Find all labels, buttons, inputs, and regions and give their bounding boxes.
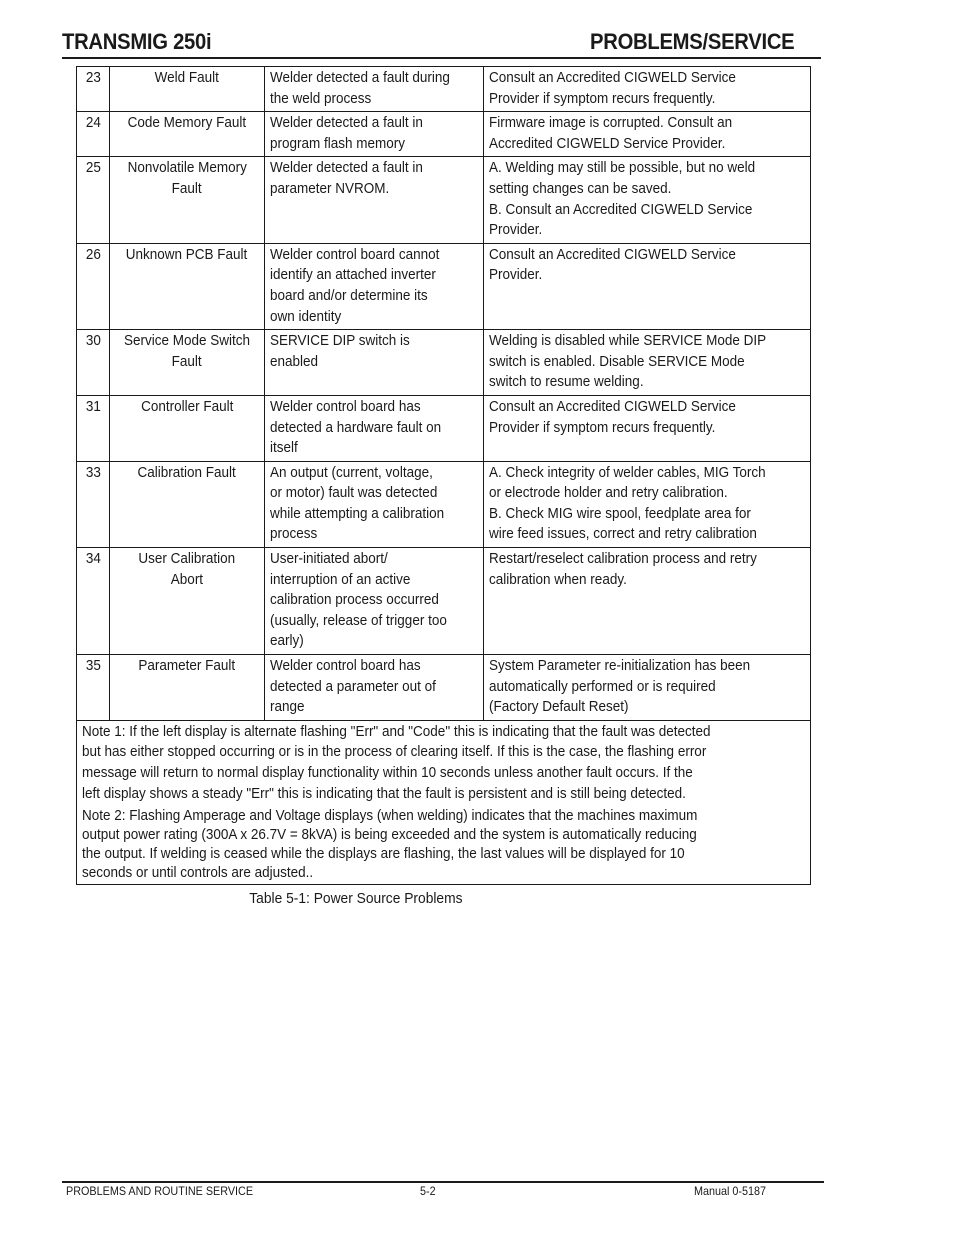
fault-name xyxy=(110,461,265,547)
fault-name xyxy=(110,157,265,243)
fault-table xyxy=(76,66,811,885)
fault-remedy-line: (Factory Default Reset) xyxy=(489,698,629,716)
fault-cause xyxy=(265,157,484,243)
notes-cell xyxy=(77,720,811,884)
fault-cause-line: detected a hardware fault on xyxy=(270,418,442,436)
fault-cause-line: own identity xyxy=(270,307,342,325)
fault-cause-line: User-initiated abort/ xyxy=(270,550,388,568)
note-2 xyxy=(82,806,805,882)
fault-name xyxy=(110,67,265,112)
fault-cause xyxy=(265,548,484,655)
table-row xyxy=(77,395,811,461)
fault-remedy-line: B. Consult an Accredited CIGWELD Service xyxy=(489,200,753,218)
fault-name-line: Abort xyxy=(170,570,204,588)
fault-cause-line: or motor) fault was detected xyxy=(270,484,438,502)
fault-name-line: Weld Fault xyxy=(154,69,220,86)
fault-name-line: Parameter Fault xyxy=(138,657,236,675)
fault-cause xyxy=(265,461,484,547)
fault-remedy-line: wire feed issues, correct and retry calibration xyxy=(489,525,757,543)
fault-remedy xyxy=(484,655,811,721)
fault-cause-line: while attempting a calibration xyxy=(270,504,445,522)
note-line: but has either stopped occurring or is in the process of clearing itself. If this is the case, the flashing error xyxy=(82,743,707,761)
fault-name xyxy=(110,395,265,461)
fault-remedy-line: Consult an Accredited CIGWELD Service xyxy=(489,397,736,415)
fault-code-line: 30 xyxy=(85,332,101,350)
fault-cause-line: early) xyxy=(270,632,304,650)
fault-remedy-line: Consult an Accredited CIGWELD Service xyxy=(489,245,736,263)
fault-remedy-line: switch to resume welding. xyxy=(489,373,644,391)
fault-remedy-line: switch is enabled. Disable SERVICE Mode xyxy=(489,352,745,370)
table-row xyxy=(77,461,811,547)
footer-manual-number: Manual 0-5187 xyxy=(694,1184,767,1198)
fault-cause-line: identify an attached inverter xyxy=(270,266,436,284)
fault-name-line: Code Memory Fault xyxy=(127,114,247,132)
fault-code xyxy=(77,461,110,547)
fault-remedy-line: or electrode holder and retry calibration. xyxy=(489,484,728,502)
fault-code-line: 34 xyxy=(85,550,101,568)
fault-remedy-line: calibration when ready. xyxy=(489,570,627,588)
fault-remedy-line: A. Check integrity of welder cables, MIG Torch xyxy=(489,463,766,481)
table-row xyxy=(77,112,811,157)
fault-name-line: Calibration Fault xyxy=(137,463,237,481)
fault-cause xyxy=(265,67,484,112)
fault-name-line: Unknown PCB Fault xyxy=(126,245,248,263)
table-row xyxy=(77,157,811,243)
footer-rule xyxy=(62,1181,824,1183)
note-line: left display shows a steady "Err" this is indicating that the fault is persistent and is still being detected. xyxy=(82,784,686,802)
fault-table-body xyxy=(77,67,811,721)
fault-remedy-line: Provider if symptom recurs frequently. xyxy=(489,89,716,107)
table-row xyxy=(77,243,811,329)
fault-cause-line: process xyxy=(270,525,318,543)
fault-name-line: Service Mode Switch xyxy=(123,332,251,350)
fault-remedy-line: Welding is disabled while SERVICE Mode DIP xyxy=(489,332,767,350)
fault-remedy-line: Restart/reselect calibration process and retry xyxy=(489,550,757,568)
fault-name xyxy=(110,330,265,396)
fault-remedy xyxy=(484,67,811,112)
table-caption: Table 5-1: Power Source Problems xyxy=(249,890,463,907)
notes-row xyxy=(77,720,811,884)
fault-cause-line: Welder control board has xyxy=(270,397,421,415)
fault-remedy xyxy=(484,330,811,396)
fault-remedy xyxy=(484,461,811,547)
fault-remedy-line: Provider. xyxy=(489,221,543,239)
table-row xyxy=(77,655,811,721)
fault-remedy-line: Accredited CIGWELD Service Provider. xyxy=(489,134,726,152)
fault-name xyxy=(110,548,265,655)
note-line: output power rating (300A x 26.7V = 8kVA) is being exceeded and the system is automatically reducing xyxy=(82,826,697,844)
fault-cause-line: SERVICE DIP switch is xyxy=(270,332,410,350)
fault-cause-line: Welder control board has xyxy=(270,657,421,675)
note-1 xyxy=(82,722,805,804)
note-line: message will return to normal display functionality within 10 seconds unless another fault occurs. If the xyxy=(82,764,693,781)
table-row xyxy=(77,67,811,112)
header-rule xyxy=(62,57,821,59)
fault-cause-line: parameter NVROM. xyxy=(270,179,390,197)
fault-cause-line: program flash memory xyxy=(270,134,406,152)
fault-cause-line: calibration process occurred xyxy=(270,591,439,609)
fault-remedy-line: System Parameter re-initialization has been xyxy=(489,657,751,675)
header-title-right: PROBLEMS/SERVICE xyxy=(590,29,795,54)
fault-remedy-line: Provider if symptom recurs frequently. xyxy=(489,418,716,436)
fault-cause-line: An output (current, voltage, xyxy=(270,463,433,481)
fault-remedy-line: Consult an Accredited CIGWELD Service xyxy=(489,69,736,86)
fault-cause-line: enabled xyxy=(270,352,319,370)
fault-code-line: 31 xyxy=(85,397,101,415)
fault-cause-line: itself xyxy=(270,439,298,457)
fault-code-line: 33 xyxy=(85,463,101,481)
fault-cause xyxy=(265,243,484,329)
fault-name-line: Fault xyxy=(171,179,203,197)
fault-code-line: 26 xyxy=(85,245,101,263)
footer-page-number: 5-2 xyxy=(420,1184,436,1198)
fault-cause xyxy=(265,655,484,721)
fault-name xyxy=(110,655,265,721)
fault-code xyxy=(77,243,110,329)
fault-code xyxy=(77,655,110,721)
fault-name-line: User Calibration xyxy=(138,550,236,568)
fault-code-line: 25 xyxy=(85,159,101,177)
note-line: Note 1: If the left display is alternate flashing "Err" and "Code" this is indicating that the fault was detected xyxy=(82,722,711,740)
fault-code-line: 23 xyxy=(85,69,101,86)
fault-cause xyxy=(265,395,484,461)
fault-remedy-line: A. Welding may still be possible, but no weld xyxy=(489,159,756,177)
table-row xyxy=(77,548,811,655)
fault-name xyxy=(110,112,265,157)
fault-cause-line: board and/or determine its xyxy=(270,286,428,304)
table-row xyxy=(77,330,811,396)
fault-cause-line: the weld process xyxy=(270,89,372,107)
fault-code xyxy=(77,112,110,157)
note-line: seconds or until controls are adjusted.. xyxy=(82,864,314,882)
fault-cause xyxy=(265,112,484,157)
fault-remedy xyxy=(484,243,811,329)
fault-cause-line: Welder control board cannot xyxy=(270,245,440,263)
fault-remedy xyxy=(484,112,811,157)
fault-name-line: Fault xyxy=(171,352,203,370)
fault-name-line: Controller Fault xyxy=(140,397,234,415)
fault-remedy-line: Provider. xyxy=(489,266,543,284)
fault-name xyxy=(110,243,265,329)
fault-cause xyxy=(265,330,484,396)
fault-remedy-line: setting changes can be saved. xyxy=(489,179,672,197)
fault-code xyxy=(77,548,110,655)
footer-section-title: PROBLEMS AND ROUTINE SERVICE xyxy=(66,1184,254,1198)
fault-remedy xyxy=(484,157,811,243)
fault-cause-line: interruption of an active xyxy=(270,570,411,588)
fault-name-line: Nonvolatile Memory xyxy=(127,159,247,177)
note-line: Note 2: Flashing Amperage and Voltage displays (when welding) indicates that the machines maximum xyxy=(82,807,698,825)
header-title-left: TRANSMIG 250i xyxy=(62,29,212,54)
fault-cause-line: range xyxy=(270,698,305,716)
fault-code xyxy=(77,395,110,461)
fault-remedy-line: B. Check MIG wire spool, feedplate area for xyxy=(489,504,751,522)
fault-cause-line: Welder detected a fault in xyxy=(270,159,423,177)
fault-cause-line: Welder detected a fault in xyxy=(270,114,423,132)
fault-code xyxy=(77,67,110,112)
note-line: the output. If welding is ceased while the displays are flashing, the last values will be displayed for 10 xyxy=(82,845,685,863)
fault-remedy xyxy=(484,548,811,655)
fault-code xyxy=(77,157,110,243)
fault-code-line: 35 xyxy=(85,657,101,675)
fault-remedy-line: automatically performed or is required xyxy=(489,677,716,695)
fault-remedy-line: Firmware image is corrupted. Consult an xyxy=(489,114,733,132)
fault-cause-line: Welder detected a fault during xyxy=(270,69,450,86)
fault-cause-line: detected a parameter out of xyxy=(270,677,436,695)
fault-code xyxy=(77,330,110,396)
fault-code-line: 24 xyxy=(85,114,101,132)
fault-remedy xyxy=(484,395,811,461)
fault-cause-line: (usually, release of trigger too xyxy=(270,611,447,629)
